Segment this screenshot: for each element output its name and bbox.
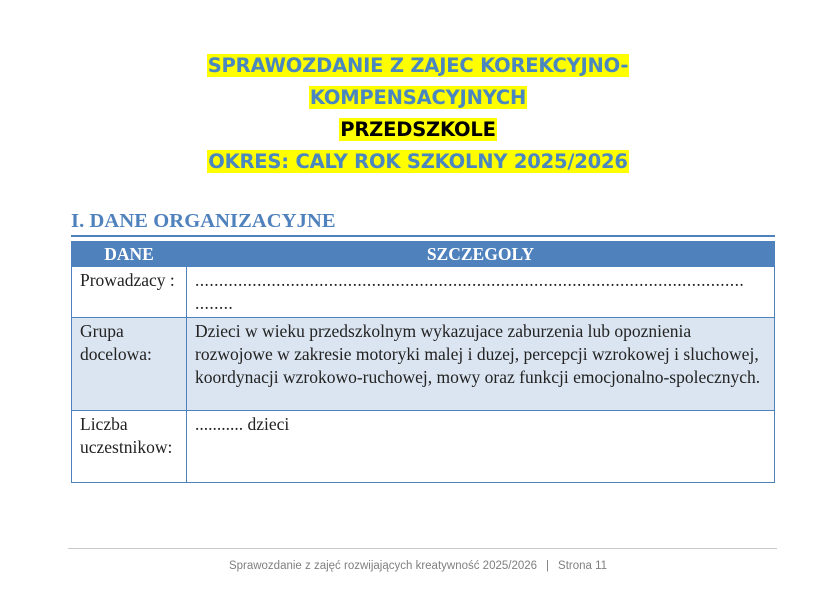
prowadzacy-dots-line-2: ........ — [195, 293, 234, 313]
table-header-szczegoly: SZCZEGOLY — [187, 242, 775, 267]
table-header-row — [72, 242, 775, 267]
title-line-3: PRZEDSZKOLE — [340, 118, 496, 141]
table-row-grupa-docelowa — [72, 318, 775, 411]
section-heading: I. DANE ORGANIZACYJNE — [71, 210, 336, 232]
document-title — [0, 50, 836, 178]
organizational-data-table — [71, 241, 775, 483]
row-label-grupa-docelowa: Grupa docelowa: — [72, 318, 187, 411]
footer-page-number: Strona 11 — [558, 560, 608, 572]
row-value-liczba-uczestnikow: ........... dzieci — [187, 411, 775, 483]
footer-title: Sprawozdanie z zajęć rozwijających kreatywność 2025/2026 — [228, 560, 538, 572]
page-footer — [0, 560, 836, 572]
table-header-dane: DANE — [72, 242, 187, 267]
table-row-liczba-uczestnikow — [72, 411, 775, 483]
title-line-4: OKRES: CALY ROK SZKOLNY 2025/2026 — [208, 150, 628, 173]
title-line-1: SPRAWOZDANIE Z ZAJEC KOREKCYJNO- — [207, 54, 629, 77]
section-heading-rule — [71, 235, 775, 237]
row-label-liczba-uczestnikow: Liczba uczestnikow: — [72, 411, 187, 483]
prowadzacy-dots-line-1: ................................................................................................................... — [195, 270, 745, 290]
row-value-grupa-docelowa: Dzieci w wieku przedszkolnym wykazujace zaburzenia lub opoznienia rozwojowe w zakresie motoryki malej i duzej, percepcji wzrokowej i sluchowej, koordynacji wzrokowo-ruchowej, mowy oraz funkcji emocjonalno-spolecznych. — [187, 318, 775, 411]
title-line-2: KOMPENSACYJNYCH — [309, 86, 527, 109]
row-label-prowadzacy: Prowadzacy : — [72, 267, 187, 318]
footer-separator: | — [546, 560, 550, 572]
footer-rule — [68, 548, 777, 549]
table-row-prowadzacy — [72, 267, 775, 318]
row-value-prowadzacy — [187, 267, 775, 318]
